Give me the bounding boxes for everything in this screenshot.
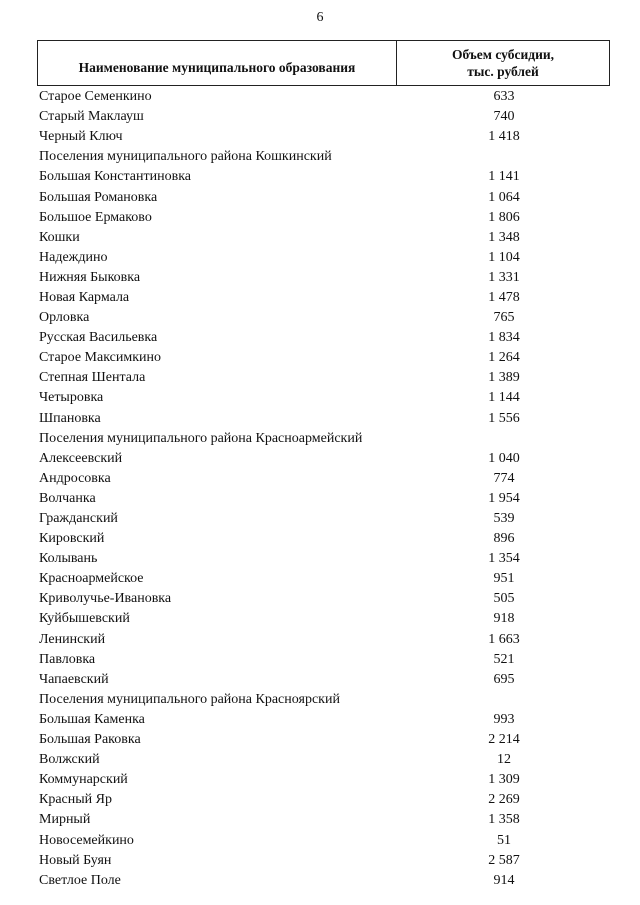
table-row <box>37 670 610 690</box>
table-row <box>37 228 610 248</box>
municipality-name: Новосемейкино <box>39 832 134 848</box>
municipality-name: Чапаевский <box>39 671 109 687</box>
subsidy-amount: 539 <box>493 511 515 527</box>
table-row <box>37 348 610 368</box>
subsidy-amount: 1 834 <box>488 330 520 346</box>
municipality-name: Красный Яр <box>39 792 112 808</box>
subsidy-amount: 1 264 <box>488 350 520 366</box>
municipality-name: Большая Каменка <box>39 711 145 727</box>
subsidy-amount: 521 <box>493 651 515 667</box>
subsidy-amount: 914 <box>493 872 515 888</box>
section-heading-row <box>37 429 610 449</box>
municipality-name: Степная Шентала <box>39 370 146 386</box>
subsidy-amount: 993 <box>493 711 515 727</box>
table-row <box>37 770 610 790</box>
table-row <box>37 187 610 207</box>
table-row <box>37 549 610 569</box>
subsidy-amount: 918 <box>493 611 515 627</box>
table-row <box>37 449 610 469</box>
subsidy-amount: 1 309 <box>488 772 520 788</box>
subsidy-amount: 1 954 <box>488 490 520 506</box>
municipality-name: Старый Маклауш <box>39 109 144 125</box>
table-row <box>37 208 610 228</box>
table-row <box>37 810 610 830</box>
table-row <box>37 529 610 549</box>
subsidy-amount: 2 214 <box>488 732 520 748</box>
subsidy-amount: 2 269 <box>488 792 520 808</box>
table-row <box>37 409 610 429</box>
table-row <box>37 650 610 670</box>
subsidy-amount: 12 <box>497 752 511 768</box>
section-heading: Поселения муниципального района Красноармейский <box>39 430 363 446</box>
table-row <box>37 851 610 871</box>
municipality-name: Криволучье-Ивановка <box>39 591 172 607</box>
municipality-name: Кировский <box>39 531 105 547</box>
subsidy-amount: 51 <box>497 832 511 848</box>
municipality-name: Волчанка <box>39 490 96 506</box>
municipality-name: Алексеевский <box>39 450 123 466</box>
subsidy-amount: 765 <box>493 310 515 326</box>
header-value-column <box>397 41 609 85</box>
table-row <box>37 790 610 810</box>
table-row <box>37 871 610 891</box>
subsidy-amount: 1 144 <box>488 390 520 406</box>
table-row <box>37 248 610 268</box>
table-row <box>37 388 610 408</box>
subsidy-amount: 1 064 <box>488 189 520 205</box>
header-value-line2: тыс. рублей <box>467 64 539 79</box>
municipality-name: Большая Константиновка <box>39 169 192 185</box>
table-row <box>37 368 610 388</box>
subsidy-amount: 505 <box>493 591 515 607</box>
municipality-name: Новый Буян <box>39 852 112 868</box>
subsidy-amount: 896 <box>493 531 515 547</box>
subsidy-amount: 2 587 <box>488 852 520 868</box>
table-row <box>37 630 610 650</box>
table-row <box>37 87 610 107</box>
table-row <box>37 268 610 288</box>
table-row <box>37 288 610 308</box>
section-heading-row <box>37 690 610 710</box>
municipality-name: Старое Максимкино <box>39 350 162 366</box>
municipality-name: Шпановка <box>39 410 101 426</box>
subsidy-amount: 1 358 <box>488 812 520 828</box>
municipality-name: Красноармейское <box>39 571 144 587</box>
municipality-name: Нижняя Быковка <box>39 269 141 285</box>
municipality-name: Кошки <box>39 229 80 245</box>
table-row <box>37 328 610 348</box>
municipality-name: Павловка <box>39 651 96 667</box>
table-row <box>37 750 610 770</box>
table-row <box>37 830 610 850</box>
municipality-name: Светлое Поле <box>39 872 121 888</box>
table-row <box>37 167 610 187</box>
subsidy-amount: 1 478 <box>488 289 520 305</box>
table-row <box>37 730 610 750</box>
table-row <box>37 127 610 147</box>
subsidy-amount: 1 331 <box>488 269 520 285</box>
subsidy-amount: 1 354 <box>488 551 520 567</box>
subsidy-amount: 740 <box>493 109 515 125</box>
subsidy-amount: 695 <box>493 671 515 687</box>
municipality-name: Мирный <box>39 812 91 828</box>
header-value-line1: Объем субсидии, <box>451 47 554 62</box>
municipality-name: Андросовка <box>39 470 111 486</box>
municipality-name: Надеждино <box>39 249 108 265</box>
subsidy-amount: 774 <box>493 470 515 486</box>
subsidy-amount: 951 <box>493 571 515 587</box>
subsidy-amount: 1 104 <box>488 249 520 265</box>
table-header <box>37 40 610 86</box>
table-row <box>37 107 610 127</box>
section-heading: Поселения муниципального района Красноярский <box>39 691 340 707</box>
table-row <box>37 509 610 529</box>
subsidy-amount: 1 348 <box>488 229 520 245</box>
section-heading: Поселения муниципального района Кошкинский <box>39 149 332 165</box>
table-row <box>37 469 610 489</box>
municipality-name: Черный Ключ <box>39 129 123 145</box>
table-row <box>37 710 610 730</box>
subsidy-amount: 1 141 <box>488 169 520 185</box>
municipality-name: Гражданский <box>39 511 118 527</box>
subsidy-amount: 1 556 <box>488 410 520 426</box>
subsidy-amount: 633 <box>493 89 515 105</box>
municipality-name: Орловка <box>39 310 90 326</box>
table-row <box>37 609 610 629</box>
table-row <box>37 489 610 509</box>
municipality-name: Большое Ермаково <box>39 209 152 225</box>
municipality-name: Ленинский <box>39 631 106 647</box>
municipality-name: Четыровка <box>39 390 104 406</box>
municipality-name: Колывань <box>39 551 98 567</box>
table-row <box>37 308 610 328</box>
page-number: 6 <box>316 10 324 25</box>
table-body <box>37 87 610 891</box>
table-row <box>37 589 610 609</box>
municipality-name: Русская Васильевка <box>39 330 158 346</box>
subsidy-amount: 1 663 <box>488 631 520 647</box>
subsidy-amount: 1 806 <box>488 209 520 225</box>
header-name-column: Наименование муниципального образования <box>38 41 397 85</box>
municipality-name: Коммунарский <box>39 772 128 788</box>
municipality-name: Большая Романовка <box>39 189 158 205</box>
municipality-name: Новая Кармала <box>39 289 130 305</box>
municipality-name: Волжский <box>39 752 100 768</box>
municipality-name: Старое Семенкино <box>39 89 152 105</box>
subsidy-amount: 1 418 <box>488 129 520 145</box>
subsidy-amount: 1 040 <box>488 450 520 466</box>
section-heading-row <box>37 147 610 167</box>
subsidy-amount: 1 389 <box>488 370 520 386</box>
municipality-name: Куйбышевский <box>39 611 130 627</box>
municipality-name: Большая Раковка <box>39 732 141 748</box>
table-row <box>37 569 610 589</box>
